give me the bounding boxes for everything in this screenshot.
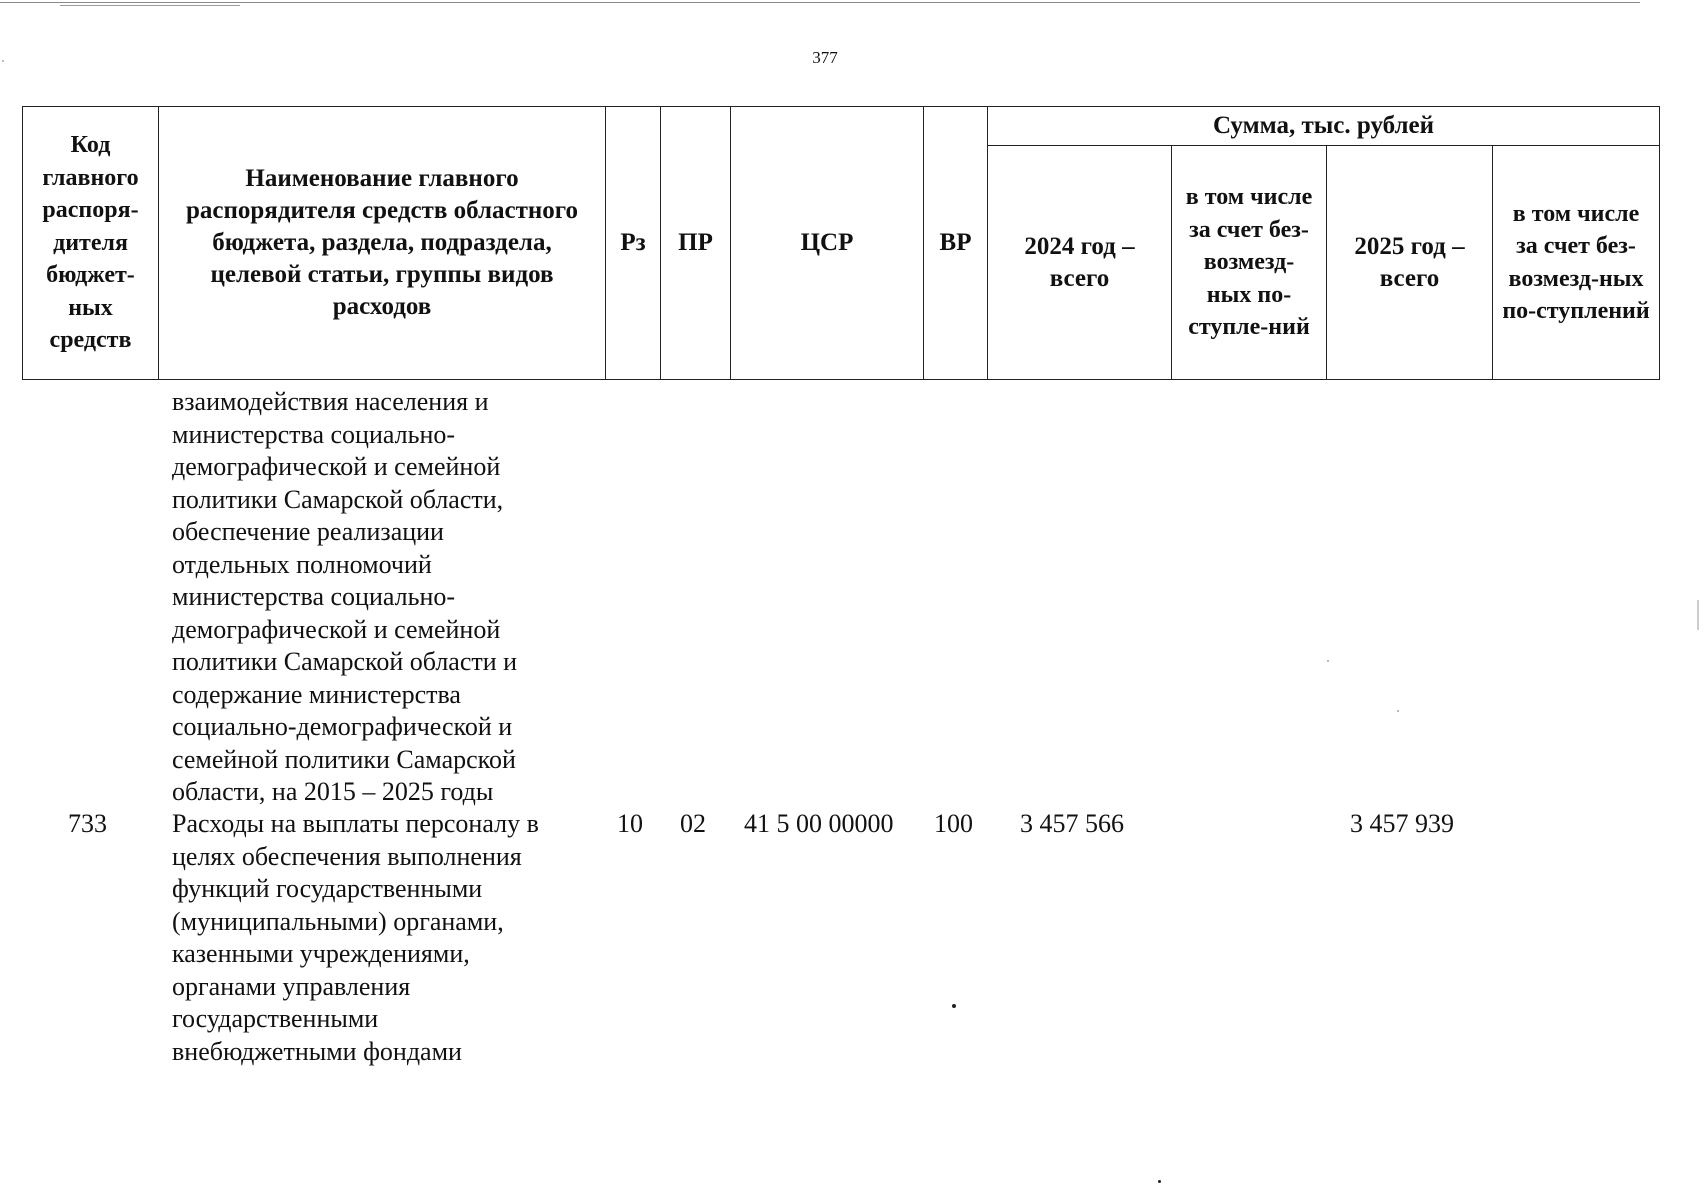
header-csr: ЦСР — [731, 107, 924, 380]
row-description-line: внебюджетными фондами — [172, 1036, 462, 1066]
continued-description-line: министерства социально- — [172, 419, 456, 449]
row-2024-total: 3 457 566 — [1020, 809, 1124, 838]
continued-description-line: политики Самарской области, — [172, 484, 504, 514]
page-number: 377 — [812, 48, 838, 67]
row-rz: 10 — [617, 809, 643, 838]
continued-description — [172, 386, 602, 809]
scan-dot — [952, 1004, 956, 1008]
row-description-line: казенными учреждениями, — [172, 939, 470, 968]
row-vr: 100 — [934, 809, 973, 838]
header-2025-incl: в том числе за счет без-возмезд-ных по-ступлений — [1493, 146, 1660, 380]
row-description-line: Расходы на выплаты персоналу в — [172, 809, 539, 838]
scan-speck — [1697, 600, 1699, 630]
row-description — [172, 808, 602, 1068]
top-rule-secondary — [60, 5, 240, 6]
continued-description-line: семейной политики Самарской — [172, 744, 516, 774]
scan-speck — [1327, 660, 1329, 662]
continued-description-line: социально-демографической и — [172, 712, 513, 741]
header-2024-incl: в том числе за счет без-возмезд-ных по-ступле-ний — [1172, 146, 1327, 380]
continued-description-line: взаимодействия населения и — [172, 387, 489, 416]
continued-description-line: демографической и семейной — [172, 452, 501, 481]
continued-description-line: обеспечение реализации — [172, 517, 444, 546]
row-2025-total: 3 457 939 — [1350, 809, 1454, 838]
row-code: 733 — [68, 809, 107, 838]
header-sum-title: Сумма, тыс. рублей — [988, 107, 1660, 146]
row-description-line: функций государственными — [172, 874, 483, 903]
row-description-line: целях обеспечения выполнения — [172, 841, 522, 871]
header-name: Наименование главного распорядителя средств областного бюджета, раздела, подраздела, целевой статьи, группы видов расходов — [159, 107, 606, 380]
row-description-line: (муниципальными) органами, — [172, 906, 504, 936]
continued-description-line: содержание министерства — [172, 679, 461, 709]
continued-description-line: политики Самарской области и — [172, 647, 518, 676]
header-pr: ПР — [661, 107, 731, 380]
scan-speck — [2, 60, 4, 62]
header-2025-total: 2025 год – всего — [1327, 146, 1493, 380]
row-csr: 41 5 00 00000 — [744, 809, 894, 838]
scan-speck — [1397, 710, 1399, 712]
top-rule — [0, 2, 1640, 3]
table-header — [22, 106, 1660, 380]
continued-description-line: министерства социально- — [172, 582, 456, 611]
header-code: Код главного распоря-дителя бюджет-ных средств — [23, 107, 159, 380]
continued-description-line: области, на 2015 – 2025 годы — [172, 777, 494, 806]
header-vr: ВР — [924, 107, 988, 380]
continued-description-line: демографической и семейной — [172, 614, 501, 644]
row-pr: 02 — [680, 809, 706, 838]
scan-dot — [1158, 1180, 1161, 1183]
row-description-line: органами управления — [172, 971, 411, 1001]
continued-description-line: отдельных полномочий — [172, 549, 432, 579]
row-description-line: государственными — [172, 1004, 379, 1033]
header-2024-total: 2024 год – всего — [988, 146, 1172, 380]
header-rz: Рз — [606, 107, 661, 380]
